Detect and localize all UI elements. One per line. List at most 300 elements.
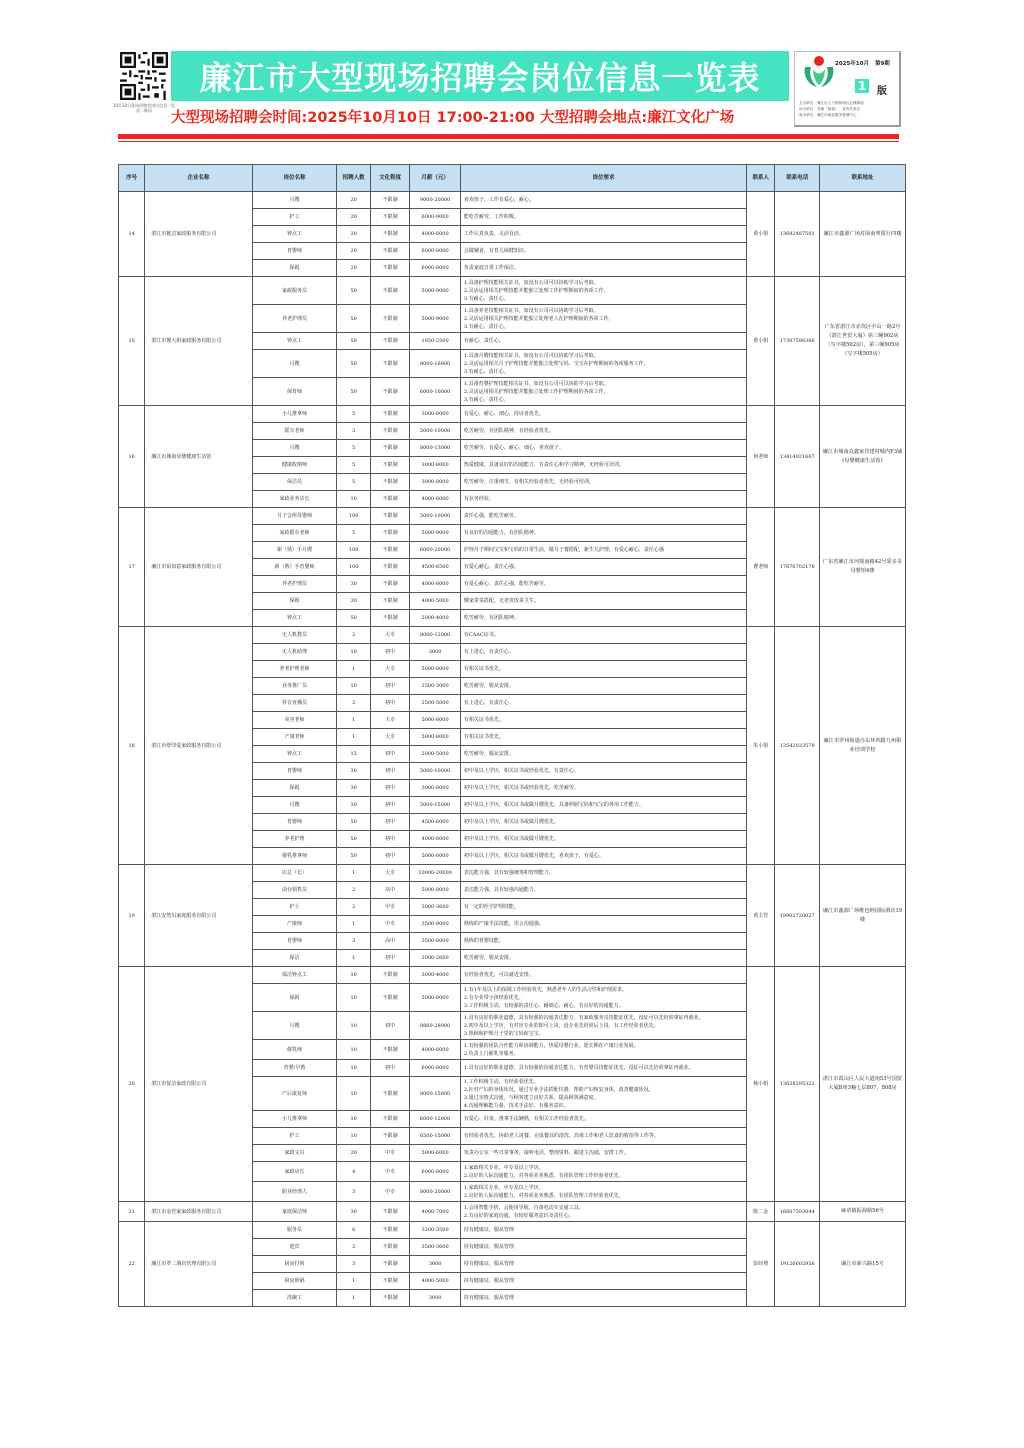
hiring-count: 50 — [337, 277, 370, 305]
job-requirements: 1.家政相关专业，中专及以上学历。 2.良好的人际沟通能力，对各项业务熟悉，有团队管理工作经验者优先。 — [460, 1162, 746, 1182]
education-level: 不限制 — [370, 576, 409, 593]
hiring-count: 30 — [337, 797, 370, 814]
job-requirements: 1.有较强的团队合作能力和协调能力，热爱母婴行业，愿长期在产康行业发展。 2.负责上门催乳等服务。 — [460, 1040, 746, 1060]
job-requirements: 会做辅食，有育儿保健知识。 — [460, 243, 746, 260]
job-requirements: 持有健康证，服从管理 — [460, 1273, 746, 1290]
hiring-count: 5 — [337, 474, 370, 491]
page-title: 廉江市大型现场招聘会岗位信息一览表 — [199, 59, 761, 97]
monthly-salary: 8000-13000 — [410, 440, 461, 457]
job-requirements: 1.具有良好的职业道德，具有较强的沟通表达能力，有家政服务员技能证优先，没证可以先培训拿证再就业。 2.初中及以上学历，有对应专业的即可上岗，没专业先培训后上岗，有工作经验者优先。 3.照顾和护理月子里的宝妈和宝宝。 — [460, 1012, 746, 1040]
education-level: 不限制 — [370, 277, 409, 305]
hiring-count: 10 — [337, 984, 370, 1012]
issue-month: 2025年10月 — [835, 61, 869, 67]
job-requirements: 吃苦耐劳，服从安排。 — [460, 746, 746, 763]
job-requirements: 熟练的产康手法技能，语言沟通强。 — [460, 916, 746, 933]
contact-address: 湛江市霞山区人民大道南53号国贸大厦B座3幢七层807、808房 — [819, 967, 905, 1202]
monthly-salary: 4000-7000 — [410, 1202, 461, 1222]
position-name: 育婴师 — [252, 243, 337, 260]
contact-address: 廉江市罗州街道办东环四路九州职业培训学校 — [819, 627, 905, 865]
job-requirements: 初中及以上学历，相关证书或经验优先，吃苦耐劳。 — [460, 780, 746, 797]
position-name: 家政摇车老师 — [252, 525, 337, 542]
education-level: 初中 — [370, 1012, 409, 1040]
qr-caption: 10月10日现场招聘会岗位信息一览表二维码 — [112, 103, 176, 113]
job-requirements: 有相关证书优先。 — [460, 729, 746, 746]
education-level: 不限制 — [370, 1222, 409, 1239]
job-requirements: 吃苦耐劳，服从安排。 — [460, 678, 746, 695]
position-name: 家庭保洁师 — [252, 1202, 337, 1222]
monthly-salary: 6000-20000 — [410, 542, 461, 559]
contact-phone: 13414921667 — [775, 406, 820, 508]
position-name: 月嫂 — [252, 350, 337, 378]
monthly-salary: 3000-8000 — [410, 406, 461, 423]
monthly-salary: 5000-8000 — [410, 882, 461, 899]
position-name: 前台销售员 — [252, 882, 337, 899]
position-name: 摇车老师 — [252, 423, 337, 440]
job-requirements: 懂家常菜搭配，无老贵饭菜卫生。 — [460, 593, 746, 610]
issue-info-box — [794, 51, 901, 127]
hiring-count: 20 — [337, 192, 370, 209]
table-row — [119, 277, 906, 305]
position-name: 催乳师 — [252, 1040, 337, 1060]
education-level: 中专 — [370, 1182, 409, 1202]
job-requirements: 初中及以上学历，相关证书或做月嫂优先。 — [460, 831, 746, 848]
hiring-count: 50 — [337, 610, 370, 627]
job-requirements: 热爱健康，具备良好的沟通能力，有责任心和学习精神，无经验可培训。 — [460, 457, 746, 474]
position-name: 美容老师 — [252, 712, 337, 729]
job-requirements: 有良好的沟通能力，有团队精神。 — [460, 525, 746, 542]
monthly-salary: 2500-5000 — [410, 695, 461, 712]
monthly-salary: 5000-6000 — [410, 848, 461, 865]
contact-person: 彭经理 — [747, 1222, 775, 1307]
education-level: 中专 — [370, 899, 409, 916]
position-name: 保育师 — [252, 378, 337, 406]
position-name: 催乳推拿师 — [252, 848, 337, 865]
monthly-salary: 4000-6000 — [410, 1040, 461, 1060]
job-requirements: 1.具备育婴护理技能相关证书，如没有公司可以协助学习后考取。 2.灵活运用相关护理技能并能独立处理工作护理期间的各项工作。 3.有耐心、责任心。 — [460, 378, 746, 406]
company-number: 14 — [119, 192, 145, 277]
monthly-salary: 4000-6000 — [410, 491, 461, 508]
education-level: 不限制 — [370, 260, 409, 277]
monthly-salary: 5000-10000 — [410, 508, 461, 525]
position-name: 养老护理员 — [252, 305, 337, 333]
monthly-salary: 6000-9000 — [410, 209, 461, 226]
job-requirements: 1.会用智能手机，会使用导航，自备电动车交通工具。 2.有良好的家庭沟通，有较好服务意识及责任心。 — [460, 1202, 746, 1222]
monthly-salary: 5000-10000 — [410, 423, 461, 440]
hiring-count: 10 — [337, 491, 370, 508]
table-row — [119, 967, 906, 984]
position-name: 育婴师 — [252, 933, 337, 950]
monthly-salary: 8000-15800 — [410, 1077, 461, 1111]
qr-code-icon — [120, 52, 168, 100]
monthly-salary: 6500-15000 — [410, 1128, 461, 1145]
job-requirements: 有经验者优先，可以就近安排。 — [460, 967, 746, 984]
contact-person: 朱小姐 — [747, 627, 775, 865]
job-requirements: 持有健康证，服从管理 — [460, 1239, 746, 1256]
hiring-count: 50 — [337, 350, 370, 378]
contact-phone: 13828295322 — [775, 967, 820, 1202]
hiring-count: 2 — [337, 882, 370, 899]
job-requirements: 初中及以上学历，相关证书或做月嫂优先，喜欢孩子，有爱心。 — [460, 848, 746, 865]
education-level: 高中 — [370, 933, 409, 950]
header-divider-thin — [118, 141, 899, 142]
education-level: 不限制 — [370, 1111, 409, 1128]
job-requirements: 有爱心耐心，责任心强。 — [460, 559, 746, 576]
education-level: 不限制 — [370, 1128, 409, 1145]
monthly-salary: 5000-6000 — [410, 1145, 461, 1162]
hiring-count: 50 — [337, 333, 370, 350]
position-name: 护士 — [252, 899, 337, 916]
contact-address: 麻章镇振海路56号 — [819, 1202, 905, 1222]
hiring-count: 1 — [337, 950, 370, 967]
position-name: 家政服务员 — [252, 277, 337, 305]
job-requirements: 责任心强，能吃苦耐劳。 — [460, 508, 746, 525]
job-requirements: 熟练的育婴技能。 — [460, 933, 746, 950]
hiring-count: 5 — [337, 406, 370, 423]
education-level: 初中 — [370, 644, 409, 661]
position-name: 育婴师 — [252, 814, 337, 831]
contact-address: 廉江市新兴路15号 — [819, 1222, 905, 1307]
hiring-count: 5 — [337, 525, 370, 542]
job-requirements: 1.有1年及以上的保姆工作经验优先，熟悉老年人的生活习性和护理需求。 2.有专业带小孩经验优先。 3.工作积极主动，有较强的责任心、耐细心、耐心，有良好的沟通能力。 — [460, 984, 746, 1012]
job-requirements: 1.具备养老技能相关证书，如没有公司可以协助学习后考取。 2.灵活运用相关护理技能并能独立处理老人在护理期间的各项工作。 3.有耐心、责任心。 — [460, 305, 746, 333]
job-requirements: 吃苦耐劳，有团队精神。 — [460, 610, 746, 627]
education-level: 不限制 — [370, 423, 409, 440]
position-name: 保洁 — [252, 950, 337, 967]
position-name: 洗碗工 — [252, 1290, 337, 1307]
hiring-count: 30 — [337, 576, 370, 593]
education-level: 不限制 — [370, 559, 409, 576]
contact-person: 黄主管 — [747, 865, 775, 967]
monthly-salary: 3000-4000 — [410, 967, 461, 984]
job-requirements: 表达能力强，具有较强统筹和管理能力。 — [460, 865, 746, 882]
hiring-count: 1 — [337, 661, 370, 678]
company-number: 16 — [119, 406, 145, 508]
hiring-count: 30 — [337, 1202, 370, 1222]
monthly-salary: 3500-9000 — [410, 916, 461, 933]
job-requirements: 吃苦耐劳，有团队精神，有经验者优先。 — [460, 423, 746, 440]
hiring-count: 50 — [337, 305, 370, 333]
monthly-salary: 5000-8000 — [410, 984, 461, 1012]
job-requirements: 有一定的医学护理技能。 — [460, 899, 746, 916]
contact-address: 广东省廉江市河堤南路42号爱多多母婴馆4楼 — [819, 508, 905, 627]
education-level: 不限制 — [370, 1256, 409, 1273]
organizer-undertaker: 承办单位：廉江市就业服务管理中心 — [799, 113, 857, 117]
monthly-salary: 8000-20000 — [410, 1182, 461, 1202]
position-name: 月嫂 — [252, 192, 337, 209]
header-contact: 联系人 — [747, 165, 775, 192]
education-level: 初中 — [370, 814, 409, 831]
monthly-salary: 5000-9000 — [410, 305, 461, 333]
job-requirements: 持有健康证，服从管理 — [460, 1256, 746, 1273]
monthly-salary: 4500-6000 — [410, 814, 461, 831]
contact-address: 廉江市城南众鑫家居建材城内F3铺(母婴健康生活馆) — [819, 406, 905, 508]
issue-date — [835, 59, 890, 67]
hiring-count: 100 — [337, 542, 370, 559]
education-level: 不限制 — [370, 209, 409, 226]
hiring-count: 3 — [337, 423, 370, 440]
position-name: 保洁员 — [252, 474, 337, 491]
position-name: 家政业务店长 — [252, 491, 337, 508]
education-level: 不限制 — [370, 333, 409, 350]
monthly-salary: 5000-8000 — [410, 712, 461, 729]
position-name: 保姆 — [252, 260, 337, 277]
job-requirements: 有爱心、针灸、推拿手法娴熟，有相关工作经验者优先。 — [460, 1111, 746, 1128]
job-requirements: 有爱心、耐心、细心，持证者优先。 — [460, 406, 746, 423]
education-level: 不限制 — [370, 1040, 409, 1060]
position-name: 家政文员 — [252, 1145, 337, 1162]
table-body — [119, 192, 906, 1307]
education-level: 不限制 — [370, 457, 409, 474]
hiring-count: 20 — [337, 209, 370, 226]
education-level: 不限制 — [370, 1202, 409, 1222]
table-row — [119, 1202, 906, 1222]
company-number: 17 — [119, 508, 145, 627]
job-requirements: 有爱心耐心，责任心强，能吃苦耐劳。 — [460, 576, 746, 593]
education-level: 不限制 — [370, 474, 409, 491]
position-name: 月嫂 — [252, 1012, 337, 1040]
hiring-count: 10 — [337, 1060, 370, 1077]
education-level: 初中 — [370, 678, 409, 695]
hiring-count: 10 — [337, 1012, 370, 1040]
hiring-count: 1 — [337, 865, 370, 882]
education-level: 初中 — [370, 848, 409, 865]
job-requirements: 有业务经验。 — [460, 491, 746, 508]
company-number: 21 — [119, 1202, 145, 1222]
hiring-count: 10 — [337, 1128, 370, 1145]
education-level: 不限制 — [370, 305, 409, 333]
hiring-count: 10 — [337, 1077, 370, 1111]
hiring-count: 3 — [337, 1256, 370, 1273]
job-requirements: 有相关证书优先。 — [460, 712, 746, 729]
company-name: 湛江市链洁家政服务有限公司 — [145, 192, 252, 277]
header-requirements: 岗位要求 — [460, 165, 746, 192]
organizer-co: 协办单位：各镇（街道）、各有关单位 — [799, 107, 861, 111]
position-name: 产康师 — [252, 916, 337, 933]
position-name: 服务员 — [252, 1222, 337, 1239]
header-salary: 月薪（元） — [410, 165, 461, 192]
position-name: 产后康复师 — [252, 1077, 337, 1111]
job-requirements: 有耐心、责任心。 — [460, 333, 746, 350]
position-name: 育婴师 — [252, 763, 337, 780]
monthly-salary: 5000-9000 — [410, 525, 461, 542]
hiring-count: 1 — [337, 1273, 370, 1290]
education-level: 不限制 — [370, 406, 409, 423]
monthly-salary: 3000-3600 — [410, 899, 461, 916]
header-position: 岗位名称 — [252, 165, 337, 192]
hiring-count: 2 — [337, 627, 370, 644]
education-level: 中专 — [370, 916, 409, 933]
job-requirements: 有上进心，有责任心。 — [460, 644, 746, 661]
education-level: 高中 — [370, 882, 409, 899]
job-requirements: 初中及以上学历，相关证书或经验优先，有责任心。 — [460, 763, 746, 780]
position-name: 厨房砂锅 — [252, 1273, 337, 1290]
monthly-salary: 8800-28000 — [410, 1012, 461, 1040]
education-level: 大专 — [370, 661, 409, 678]
company-name: 湛江市舒印爱家政服务有限公司 — [145, 627, 252, 865]
issue-number: 第9期 — [874, 61, 890, 67]
position-name: 厨房打荷 — [252, 1256, 337, 1273]
education-level: 不限制 — [370, 542, 409, 559]
position-name: 养老护理老师 — [252, 661, 337, 678]
monthly-salary: 2500-3000 — [410, 678, 461, 695]
table-row — [119, 1222, 906, 1239]
organization-logo-icon — [801, 55, 837, 89]
education-level: 不限制 — [370, 378, 409, 406]
monthly-salary: 2000-5000 — [410, 746, 461, 763]
monthly-salary: 5000-9000 — [410, 277, 461, 305]
position-name: 钟点工 — [252, 226, 337, 243]
hiring-count: 1 — [337, 712, 370, 729]
hiring-count: 2 — [337, 899, 370, 916]
education-level: 大专 — [370, 865, 409, 882]
hiring-count: 20 — [337, 260, 370, 277]
monthly-salary: 8000-16800 — [410, 350, 461, 378]
hiring-count: 15 — [337, 746, 370, 763]
table-row — [119, 508, 906, 525]
position-name: 新（熟）手育婴师 — [252, 559, 337, 576]
monthly-salary: 5000-8000 — [410, 729, 461, 746]
company-number: 19 — [119, 865, 145, 967]
monthly-salary: 4000-5000 — [410, 593, 461, 610]
education-level: 不限制 — [370, 508, 409, 525]
position-name: 店总（长） — [252, 865, 337, 882]
monthly-salary: 6000-8000 — [410, 260, 461, 277]
hiring-count: 50 — [337, 831, 370, 848]
monthly-salary: 10000-20000 — [410, 865, 461, 882]
job-requirements: 有经验者优先，协助老人进餐，完成餐具的清洗、消毒工作和老人饮食的收拾等工作等。 — [460, 1128, 746, 1145]
monthly-salary: 3000 — [410, 1290, 461, 1307]
hiring-count: 50 — [337, 378, 370, 406]
monthly-salary: 9000-20000 — [410, 192, 461, 209]
education-level: 不限制 — [370, 350, 409, 378]
job-requirements: 护理月子期间宝宝和宝妈的日常生活，做月子餐搭配，新生儿护理，有爱心耐心，责任心强 — [460, 542, 746, 559]
hiring-count: 30 — [337, 763, 370, 780]
position-name: 月嫂 — [252, 797, 337, 814]
position-name: 新（熟）手月嫂 — [252, 542, 337, 559]
job-requirements: 工作认真负责，灵活有活。 — [460, 226, 746, 243]
job-requirements: 持有健康证，服从管理 — [460, 1290, 746, 1307]
monthly-salary: 5000-10000 — [410, 763, 461, 780]
company-number: 18 — [119, 627, 145, 865]
table-row — [119, 406, 906, 423]
company-number: 20 — [119, 967, 145, 1202]
company-name: 湛江安然贝家庭服务有限公司 — [145, 865, 252, 967]
education-level: 不限制 — [370, 226, 409, 243]
hiring-count: 10 — [337, 967, 370, 984]
position-name: 钟点工 — [252, 746, 337, 763]
job-requirements: 有上进心，有责任心。 — [460, 695, 746, 712]
job-requirements: 1.具备月嫂技能相关证书，如没有公司可以协助学习后考取。 2.灵活运用相关月子护理技能并能独立处理宝妈、宝宝在护理期间的各项服务工作。 3.有耐心、责任心。 — [460, 350, 746, 378]
contact-person: 黄小姐 — [747, 277, 775, 406]
monthly-salary: 2000-4000 — [410, 610, 461, 627]
hiring-count: 1 — [337, 1290, 370, 1307]
education-level: 初中 — [370, 695, 409, 712]
monthly-salary: 3000 — [410, 644, 461, 661]
hiring-count: 10 — [337, 678, 370, 695]
job-requirements: 吃苦耐劳，注重细节，有相关经验者优先，无经验可培训。 — [460, 474, 746, 491]
monthly-salary: 6000-8000 — [410, 243, 461, 260]
table-row — [119, 192, 906, 209]
education-level: 不限制 — [370, 1239, 409, 1256]
monthly-salary: 3000-8000 — [410, 457, 461, 474]
position-name: 小儿推拿师 — [252, 1111, 337, 1128]
job-requirements: 1.工作积极主动，有经验者优先。 2.针对产妇的身体状况，通过专业手法搭配仪器，帮助产妇恢复身体，改善健康状况。 3.通过亲情式沟通，与顾客建立良好关系，提高顾客满意度。 4.沟通理解能力强，技术手法好，有服务意识。 — [460, 1077, 746, 1111]
header-address: 联系地址 — [819, 165, 905, 192]
position-name: 养老护理 — [252, 831, 337, 848]
monthly-salary: 2000-2600 — [410, 950, 461, 967]
monthly-salary: 3500-6000 — [410, 933, 461, 950]
company-name: 廉江市城南母婴健康生活馆 — [145, 406, 252, 508]
monthly-salary: 8000-12000 — [410, 627, 461, 644]
table-row — [119, 865, 906, 882]
company-name: 廉江市罗二酒店管理有限公司 — [145, 1222, 252, 1307]
education-level: 大专 — [370, 729, 409, 746]
hiring-count: 4 — [337, 1162, 370, 1182]
contact-phone: 13692487501 — [775, 192, 820, 277]
contact-person: 陈二金 — [747, 1202, 775, 1222]
education-level: 不限制 — [370, 440, 409, 457]
hiring-count: 100 — [337, 559, 370, 576]
position-name: 钟点工 — [252, 610, 337, 627]
qr-code[interactable] — [120, 52, 168, 100]
monthly-salary: 4000-6000 — [410, 226, 461, 243]
education-level: 中专 — [370, 1145, 409, 1162]
position-name: 无人机教员 — [252, 627, 337, 644]
position-name: 无人机助理 — [252, 644, 337, 661]
job-requirements: 1.具备护理技能相关证书，如没有公司可以协助学习后考取。 2.灵活运用相关护理技能并能独立处理工作护理期间的各项工作。 3.有耐心、责任心。 — [460, 277, 746, 305]
hiring-count: 30 — [337, 593, 370, 610]
hiring-count: 10 — [337, 644, 370, 661]
hiring-count: 100 — [337, 508, 370, 525]
education-level: 不限制 — [370, 1290, 409, 1307]
position-name: 月嫂 — [252, 440, 337, 457]
education-level: 初中 — [370, 950, 409, 967]
position-name: 产康老师 — [252, 729, 337, 746]
education-level: 大专 — [370, 712, 409, 729]
job-requirements: 吃苦耐劳，有爱心、耐心、细心，喜欢孩子。 — [460, 440, 746, 457]
position-name: 钟点工 — [252, 333, 337, 350]
contact-person: 何老师 — [747, 406, 775, 508]
title-banner — [171, 51, 789, 101]
monthly-salary: 6000-12800 — [410, 1111, 461, 1128]
position-name: 职业经理人 — [252, 1182, 337, 1202]
education-level: 不限制 — [370, 984, 409, 1012]
education-level: 初中 — [370, 1060, 409, 1077]
job-requirements: 1.具有良好的职业道德，具有较强的沟通表达能力，有育婴员技能证优先，没证可以先培训拿证再就业。 — [460, 1060, 746, 1077]
education-level: 初中 — [370, 780, 409, 797]
education-level: 不限制 — [370, 192, 409, 209]
monthly-salary: 1850-2500 — [410, 333, 461, 350]
monthly-salary: 6000-8000 — [410, 1162, 461, 1182]
company-name: 湛江市馒大姐家政服务有限公司 — [145, 277, 252, 406]
organizers-list — [799, 100, 897, 118]
contact-address: 廉江市鑫源广场对面南粤银行四楼 — [819, 192, 905, 277]
education-level: 不限制 — [370, 243, 409, 260]
contact-person: 杨小姐 — [747, 967, 775, 1202]
hiring-count: 3 — [337, 933, 370, 950]
table-header-row — [119, 165, 906, 192]
monthly-salary: 3200-3500 — [410, 1222, 461, 1239]
company-name: 廉江市铂如意家政服务有限公司 — [145, 508, 252, 627]
contact-phone: 19902720027 — [775, 865, 820, 967]
education-level: 初中 — [370, 797, 409, 814]
monthly-salary: 4500-6500 — [410, 559, 461, 576]
header-divider — [118, 134, 899, 139]
education-level: 初中 — [370, 763, 409, 780]
job-requirements: 吃苦耐劳，服从安排。 — [460, 950, 746, 967]
hiring-count: 10 — [337, 1040, 370, 1060]
monthly-salary: 3000 — [410, 1256, 461, 1273]
